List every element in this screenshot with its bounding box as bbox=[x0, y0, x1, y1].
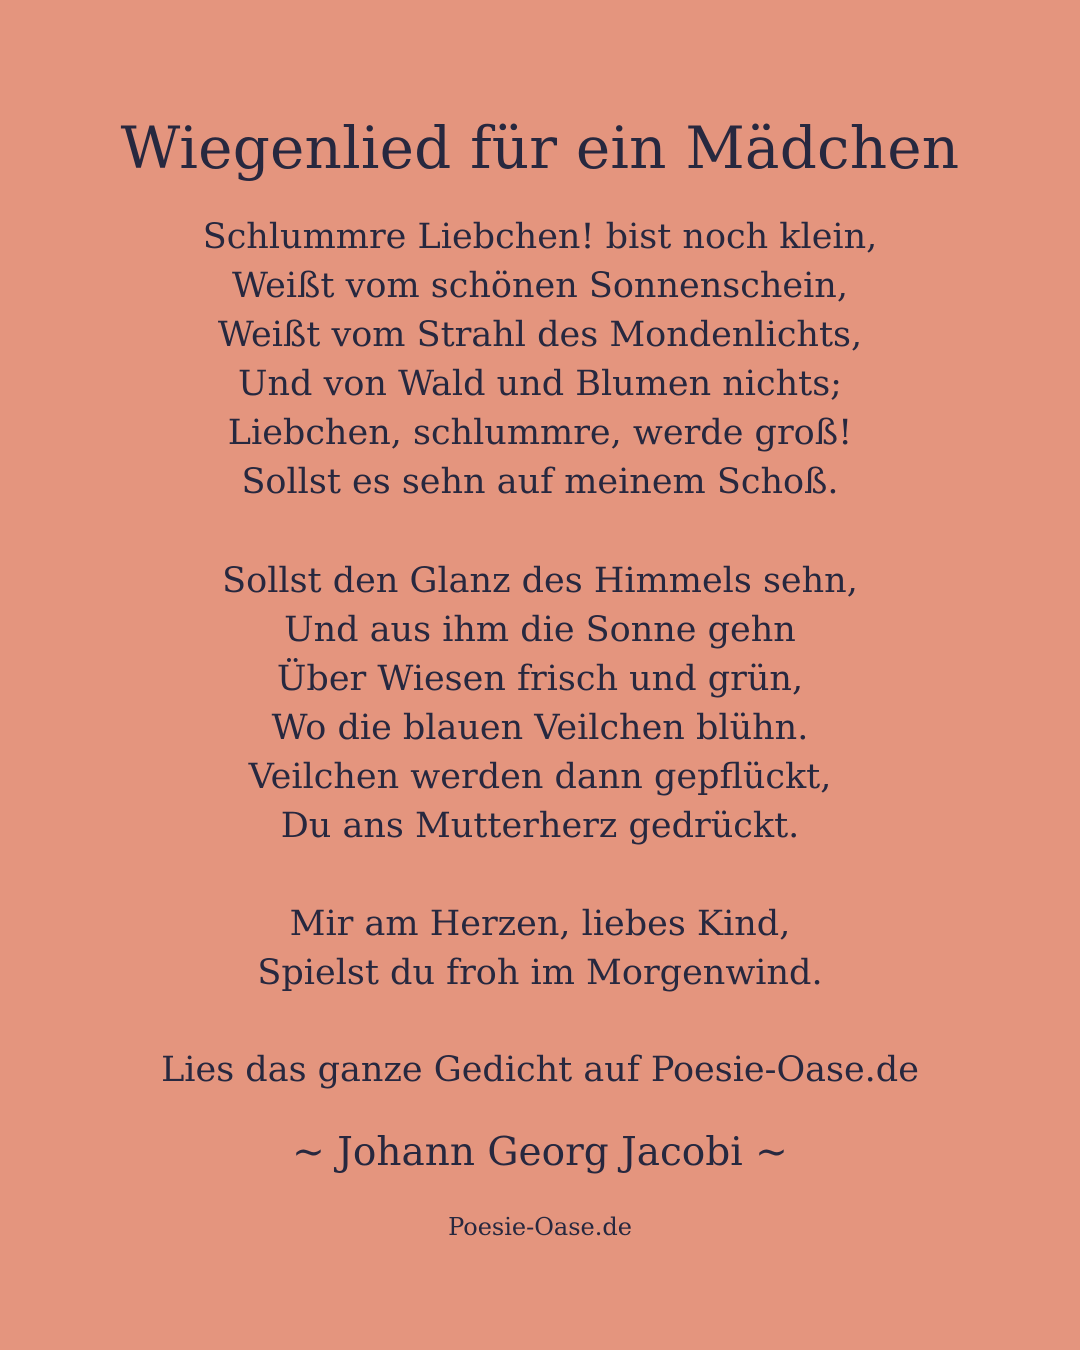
site-watermark: Poesie-Oase.de bbox=[448, 1213, 632, 1241]
poem-title: Wiegenlied für ein Mädchen bbox=[120, 114, 960, 182]
stanza-2 bbox=[0, 557, 1080, 851]
poem-line: Du ans Mutterherz gedrückt. bbox=[280, 806, 800, 846]
poem-line: Und aus ihm die Sonne gehn bbox=[284, 610, 796, 650]
poem-line: Weißt vom schönen Sonnenschein, bbox=[232, 266, 848, 306]
poem-line: Über Wiesen frisch und grün, bbox=[276, 659, 804, 699]
poem-line: Veilchen werden dann gepflückt, bbox=[248, 757, 832, 797]
poem-line: Und von Wald und Blumen nichts; bbox=[238, 364, 842, 404]
stanza-1 bbox=[0, 213, 1080, 507]
poem-line: Weißt vom Strahl des Mondenlichts, bbox=[217, 315, 863, 355]
poem-line: Sollst es sehn auf meinem Schoß. bbox=[241, 462, 839, 502]
author-name: ~ Johann Georg Jacobi ~ bbox=[292, 1130, 788, 1175]
read-full-poem-text: Lies das ganze Gedicht auf Poesie-Oase.de bbox=[161, 1050, 919, 1090]
poem-line: Schlummre Liebchen! bist noch klein, bbox=[202, 217, 878, 257]
poem-line: Liebchen, schlummre, werde groß! bbox=[227, 413, 853, 453]
poem-line: Mir am Herzen, liebes Kind, bbox=[289, 904, 791, 944]
poem-line: Wo die blauen Veilchen blühn. bbox=[271, 708, 809, 748]
stanza-3 bbox=[0, 900, 1080, 998]
poem-line: Sollst den Glanz des Himmels sehn, bbox=[222, 561, 858, 601]
poem-line: Spielst du froh im Morgenwind. bbox=[257, 953, 823, 993]
